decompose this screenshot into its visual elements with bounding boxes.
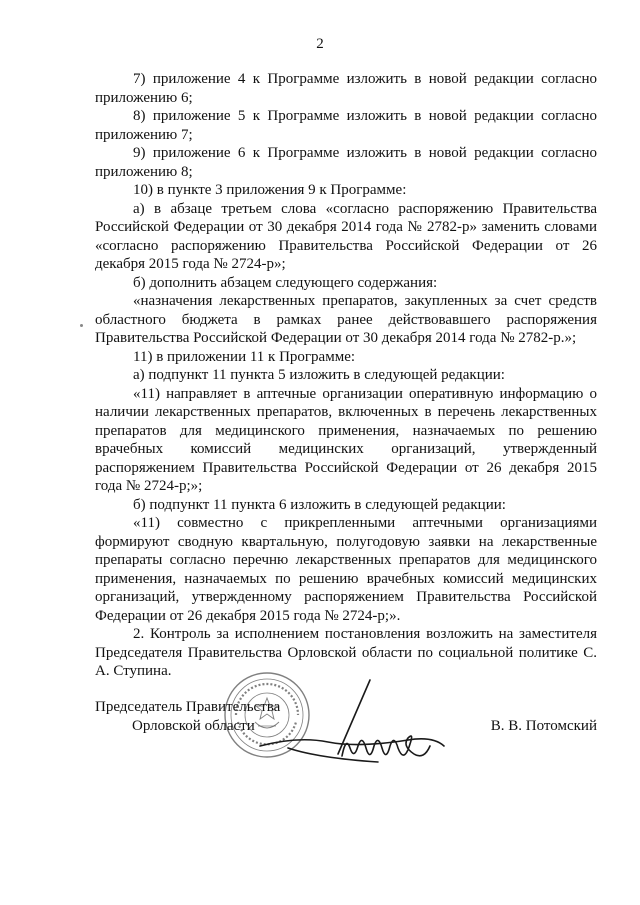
item-11b-quote-paragraph: «11) совместно с прикрепленными аптечными организациями формируют сводную квартальную, полугодовую заявки на лекарственные препараты согласно перечню лекарственных препаратов для медицинского применения, назначаемых по решению врачебных комиссий медицинских организаций, утвержденному распоряжением Правительства Российской Федерации от 26 декабря 2015 года № 2724-р;». bbox=[95, 515, 597, 624]
page-number: 2 bbox=[316, 36, 324, 52]
item-8-paragraph: 8) приложение 5 к Программе изложить в новой редакции согласно приложению 7; bbox=[95, 108, 597, 143]
handwritten-signature-icon bbox=[258, 676, 448, 776]
item-11-paragraph: 11) в приложении 11 к Программе: bbox=[133, 348, 356, 365]
item-10-paragraph: 10) в пункте 3 приложения 9 к Программе: bbox=[133, 182, 407, 198]
item-10b-paragraph: б) дополнить абзацем следующего содержания: bbox=[133, 274, 438, 291]
item-10b-quote-paragraph: «назначения лекарственных препаратов, закупленных за счет средств областного бюджета в рамках ранее действовавшего распоряжения Правительства Российской Федерации от 30 декабря 2014 года № 2782-р.»; bbox=[95, 293, 597, 346]
item-10a-paragraph: а) в абзаце третьем слова «согласно распоряжению Правительства Российской Федерации от 30 декабря 2014 года № 2782-р» заменить словами «согласно распоряжению Правительства Российской Федерации от 26 декабря 2015 года № 2724-р»; bbox=[95, 200, 597, 272]
margin-mark bbox=[80, 324, 83, 327]
item-11b-paragraph: б) подпункт 11 пункта 6 изложить в следующей редакции: bbox=[133, 496, 506, 513]
item-9-paragraph: 9) приложение 6 к Программе изложить в новой редакции согласно приложению 8; bbox=[95, 145, 597, 180]
document-body bbox=[95, 70, 597, 681]
signer-position-line1: Председатель Правительства bbox=[95, 699, 281, 715]
control-paragraph: 2. Контроль за исполнением постановления возложить на заместителя Председателя Правительства Орловской области по социальной политике С. А. Ступина. bbox=[95, 626, 597, 679]
item-7-paragraph: 7) приложение 4 к Программе изложить в новой редакции согласно приложению 6; bbox=[95, 71, 597, 106]
item-11a-paragraph: а) подпункт 11 пункта 5 изложить в следующей редакции: bbox=[133, 367, 505, 383]
signer-position-line2: Орловской области bbox=[132, 718, 255, 734]
signer-name: В. В. Потомский bbox=[490, 718, 597, 734]
item-11a-quote-paragraph: «11) направляет в аптечные организации оперативную информацию о наличии лекарственных препаратов, включенных в перечень лекарственных препаратов для медицинского применения, назначаемых по решению врачебных комиссий медицинских организаций, утвержденный распоряжением Правительства Российской Федерации от 26 декабря 2015 года № 2724-р;»; bbox=[95, 385, 597, 494]
